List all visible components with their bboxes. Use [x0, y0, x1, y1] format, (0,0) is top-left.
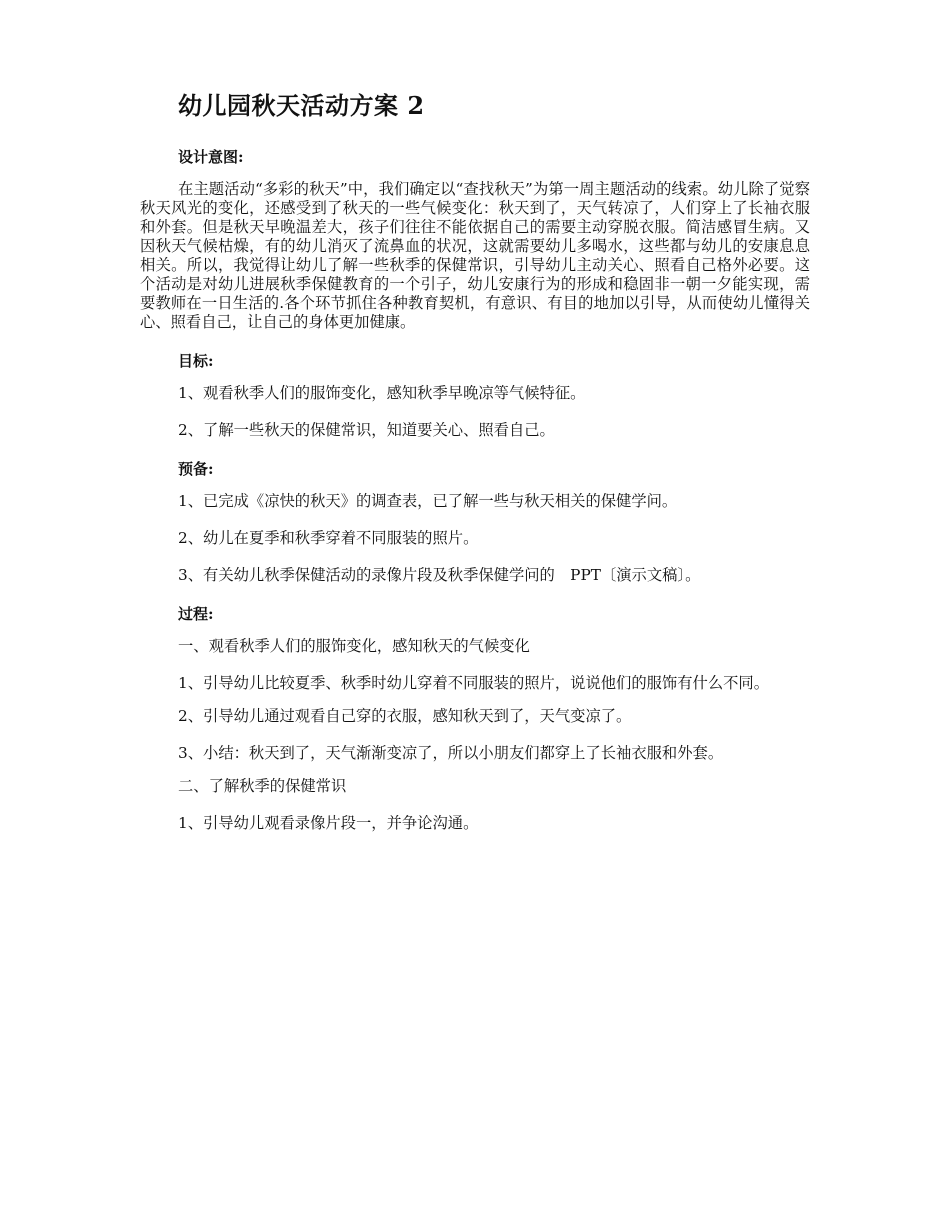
process-step: 3、小结：秋天到了，天气渐渐变凉了，所以小朋友们都穿上了长袖衣服和外套。 [178, 744, 724, 762]
preparation-item: 2、幼儿在夏季和秋季穿着不同服装的照片。 [178, 529, 479, 547]
document-page [140, 88, 810, 851]
goal-item: 1、观看秋季人们的服饰变化，感知秋季早晚凉等气候特征。 [178, 384, 586, 402]
goals-heading: 目标: [178, 352, 214, 370]
design-intent-heading: 设计意图: [178, 148, 244, 166]
process-step: 二、了解秋季的保健常识 [178, 777, 347, 795]
process-step: 1、引导幼儿观看录像片段一，并争论沟通。 [178, 814, 479, 832]
document-title: 幼儿园秋天活动方案 2 [178, 91, 425, 120]
preparation-item: 3、有关幼儿秋季保健活动的录像片段及秋季保健学问的 PPT〔演示文稿〕。 [178, 566, 701, 584]
process-heading: 过程: [178, 605, 214, 623]
process-step: 1、引导幼儿比较夏季、秋季时幼儿穿着不同服装的照片，说说他们的服饰有什么不同。 [178, 674, 770, 692]
design-intent-paragraph: 在主题活动“多彩的秋天”中，我们确定以“查找秋天”为第一周主题活动的线索。幼儿除了觉察秋天风光的变化，还感受到了秋天的一些气候变化：秋天到了，天气转凉了，人们穿上了长袖衣服和外套。但是秋天早晚温差大，孩子们往往不能依据自己的需要主动穿脱衣服。简洁感冒生病。又因秋天气候枯燥，有的幼儿消灭了流鼻血的状况，这就需要幼儿多喝水，这些都与幼儿的安康息息相关。所以，我觉得让幼儿了解一些秋季的保健常识，引导幼儿主动关心、照看自己格外必要。这个活动是对幼儿进展秋季保健教育的一个引子，幼儿安康行为的形成和稳固非一朝一夕能实现，需要教师在一日生活的.各个环节抓住各种教育契机，有意识、有目的地加以引导，从而使幼儿懂得关心、照看自己，让自己的身体更加健康。 [140, 180, 810, 331]
process-step: 一、观看秋季人们的服饰变化，感知秋天的气候变化 [178, 637, 530, 655]
preparation-heading: 预备: [178, 460, 214, 478]
process-step: 2、引导幼儿通过观看自己穿的衣服，感知秋天到了，天气变凉了。 [178, 707, 632, 725]
preparation-item: 1、已完成《凉快的秋天》的调查表，已了解一些与秋天相关的保健学问。 [178, 492, 678, 510]
goal-item: 2、了解一些秋天的保健常识，知道要关心、照看自己。 [178, 421, 555, 439]
